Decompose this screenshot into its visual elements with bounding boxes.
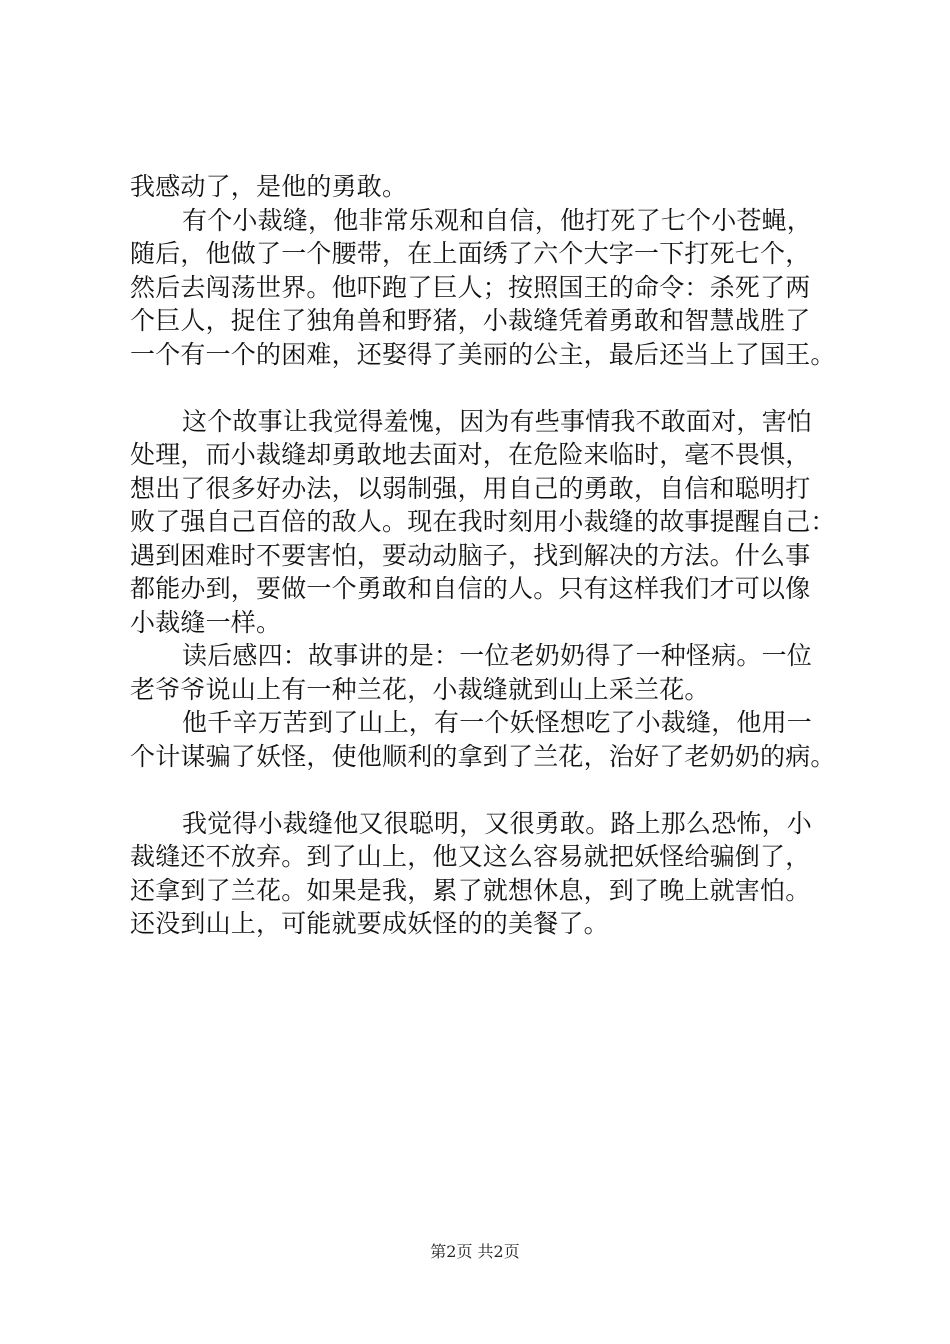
text-line: 读后感四：故事讲的是：一位老奶奶得了一种怪病。一位 (182, 641, 813, 670)
text-line: 然后去闯荡世界。他吓跑了巨人；按照国王的命令：杀死了两 (130, 272, 811, 302)
text-line: 个巨人，捉住了独角兽和野猪，小裁缝凭着勇敢和智慧战胜了 (130, 306, 811, 335)
text-line: 败了强自己百倍的敌人。现在我时刻用小裁缝的故事提醒自己： (130, 507, 836, 536)
document-body (130, 170, 840, 941)
text-line: 这个故事让我觉得羞愧，因为有些事情我不敢面对，害怕 (182, 406, 813, 436)
text-line: 他千辛万苦到了山上，有一个妖怪想吃了小裁缝，他用一 (182, 708, 813, 737)
text-line: 还拿到了兰花。如果是我，累了就想休息，到了晚上就害怕。 (130, 875, 811, 905)
text-line: 一个有一个的困难，还娶得了美丽的公主，最后还当上了国王。 (130, 339, 836, 369)
page-number: 第2页 共2页 (430, 1242, 520, 1261)
text-line: 我觉得小裁缝他又很聪明，又很勇敢。路上那么恐怖，小 (182, 808, 813, 838)
text-line: 处理，而小裁缝却勇敢地去面对，在危险来临时，毫不畏惧， (130, 440, 811, 469)
paragraph-gap (130, 773, 840, 807)
text-line: 想出了很多好办法，以弱制强，用自己的勇敢，自信和聪明打 (130, 473, 811, 503)
text-line: 还没到山上，可能就要成妖怪的的美餐了。 (130, 909, 609, 938)
text-line: 遇到困难时不要害怕，要动动脑子，找到解决的方法。什么事 (130, 540, 811, 570)
text-line: 老爷爷说山上有一种兰花，小裁缝就到山上采兰花。 (130, 674, 710, 704)
text-line: 我感动了，是他的勇敢。 (130, 172, 408, 201)
text-line: 小裁缝一样。 (130, 607, 282, 637)
paragraph-gap (130, 371, 840, 405)
text-line: 个计谋骗了妖怪，使他顺利的拿到了兰花，治好了老奶奶的病。 (130, 741, 836, 771)
text-line: 都能办到，要做一个勇敢和自信的人。只有这样我们才可以像 (130, 574, 811, 603)
text-line: 有个小裁缝，他非常乐观和自信，他打死了七个小苍蝇， (182, 205, 813, 235)
text-line: 裁缝还不放弃。到了山上，他又这么容易就把妖怪给骗倒了， (130, 842, 811, 871)
text-line: 随后，他做了一个腰带，在上面绣了六个大字一下打死七个， (130, 239, 811, 268)
